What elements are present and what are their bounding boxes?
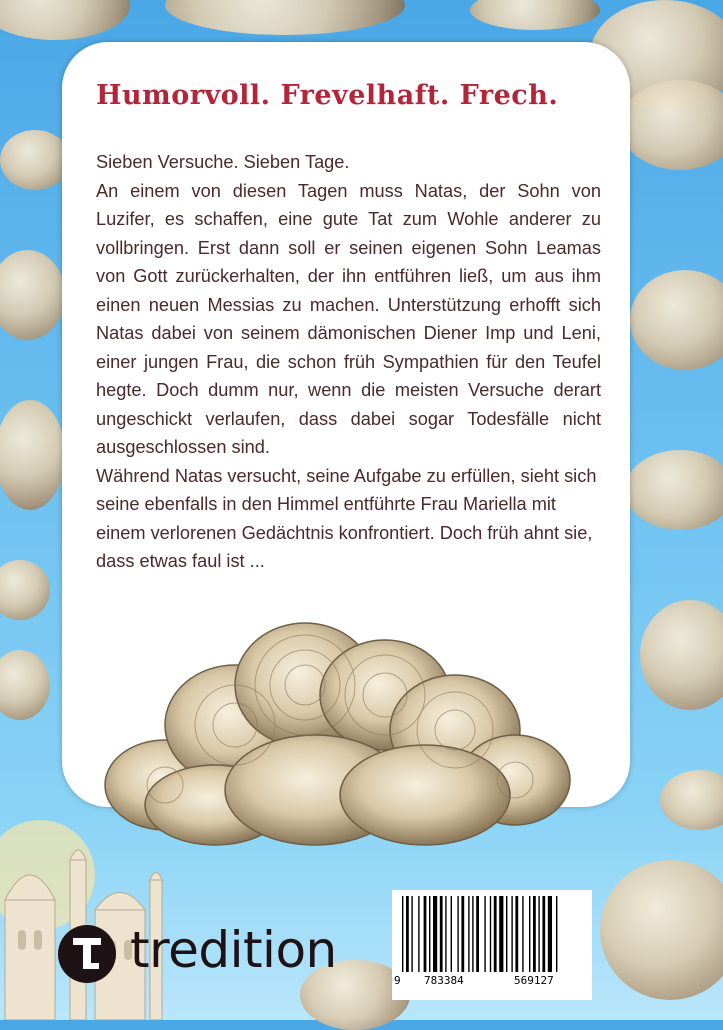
- barcode-bar: [484, 896, 485, 972]
- barcode-bar: [433, 896, 437, 972]
- tredition-logo-icon: [58, 925, 116, 983]
- cloud-illustration: [95, 615, 585, 855]
- publisher-name: tredition: [130, 921, 337, 979]
- barcode-bar: [476, 896, 479, 972]
- barcode-digits: 783384: [424, 974, 464, 987]
- barcode-bar: [538, 896, 539, 972]
- blurb-paragraph: Während Natas versucht, seine Aufgabe zu erfüllen, sieht sich seine ebenfalls in den Himmel entführte Frau Mariella mit einem verlorenen Gedächtnis konfrontiert. Doch früh ahnt sie, dass etwas faul ist ...: [96, 465, 597, 571]
- barcode-bar: [457, 896, 458, 972]
- barcode-bar: [529, 896, 530, 972]
- barcode-bar: [533, 896, 536, 972]
- barcode: [392, 890, 592, 1000]
- barcode-bar: [511, 896, 512, 972]
- barcode-bar: [542, 896, 545, 972]
- barcode-bar: [402, 896, 403, 972]
- blurb-paragraph: An einem von diesen Tagen muss Natas, der Sohn von Luzifer, es schaffen, eine gute Tat zum Wohle anderer zu vollbringen. Erst dann soll er seinen eigenen Sohn Leamas von Gott zurückerhalten, der ihn entführen ließ, um aus ihm einen neuen Messias zu machen. Unterstützung erhofft sich Natas dabei von seinem dämonischen Diener Imp und Leni, einer jungen Frau, die schon früh Sympathien für den Teufel hegte. Doch dumm nur, wenn die meisten Versuche derart ungeschickt verlaufen, dass dabei sogar Todesfälle nicht ausgeschlossen sind.: [96, 180, 601, 457]
- barcode-bar: [490, 896, 491, 972]
- barcode-bar: [548, 896, 552, 972]
- barcode-bar: [406, 896, 409, 972]
- blurb-paragraph: Sieben Versuche. Sieben Tage.: [96, 152, 350, 172]
- barcode-bar: [424, 896, 427, 972]
- barcode-bar: [522, 896, 523, 972]
- barcode-bar: [429, 896, 430, 972]
- barcode-digits: 569127: [514, 974, 554, 987]
- headline: Humorvoll. Frevelhaft. Frech.: [96, 80, 559, 111]
- barcode-bar: [556, 896, 557, 972]
- barcode-bar: [440, 896, 443, 972]
- barcode-bar: [499, 896, 503, 972]
- barcode-bars: [400, 896, 584, 974]
- barcode-bar: [472, 896, 473, 972]
- barcode-bar: [445, 896, 446, 972]
- barcode-bar: [418, 896, 419, 972]
- barcode-bar: [506, 896, 507, 972]
- publisher-logo: [58, 921, 378, 987]
- blurb-text: [96, 148, 601, 576]
- barcode-digit: 9: [394, 974, 401, 987]
- barcode-bar: [515, 896, 518, 972]
- barcode-bar: [494, 896, 497, 972]
- barcode-bar: [468, 896, 469, 972]
- barcode-bar: [461, 896, 464, 972]
- barcode-bar: [451, 896, 452, 972]
- barcode-bar: [411, 896, 412, 972]
